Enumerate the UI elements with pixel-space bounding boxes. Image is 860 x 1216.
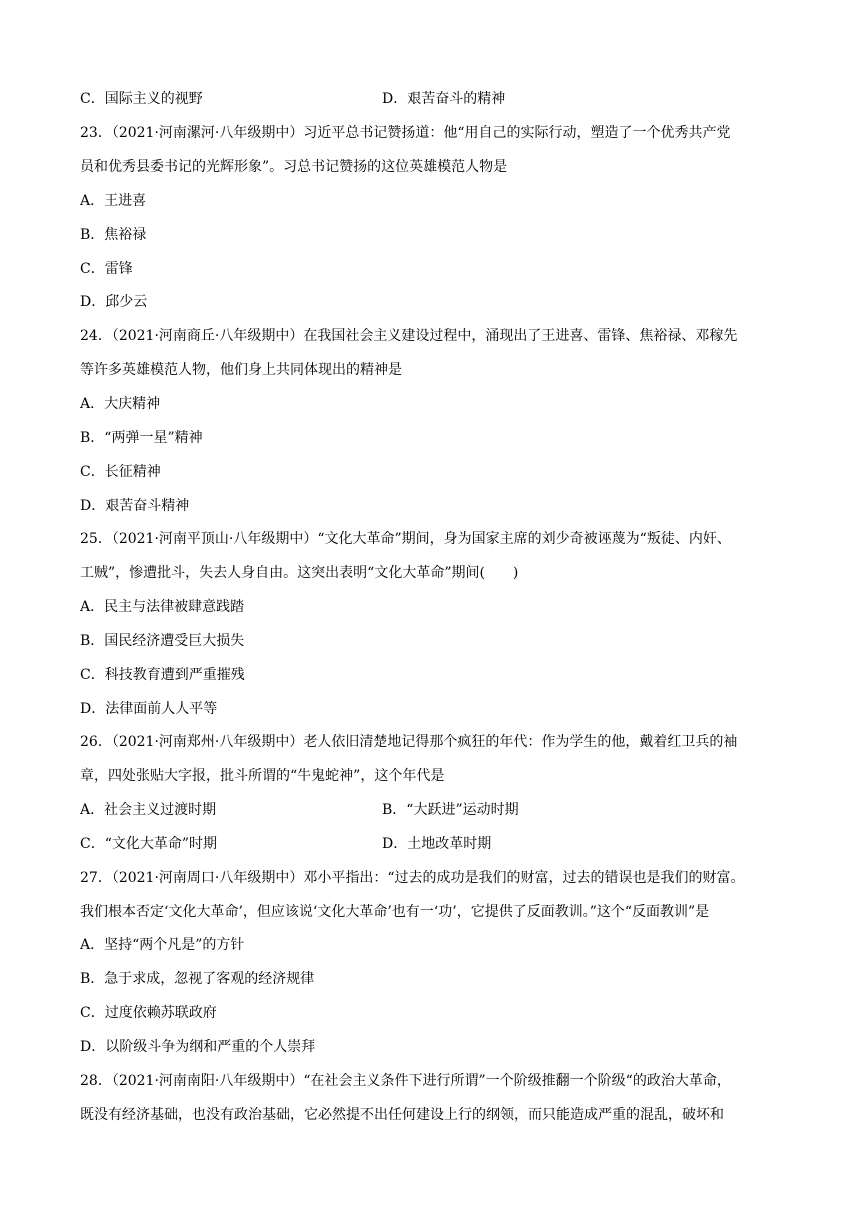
question-25-option-b: B．国民经济遭受巨大损失 [80,633,245,649]
question-27-option-a: A．坚持“两个凡是”的方针 [80,937,245,953]
question-26-stem-line-2: 章，四处张贴大字报，批斗所谓的“牛鬼蛇神”，这个年代是 [80,768,445,784]
question-24-option-a: A．大庆精神 [80,396,161,412]
question-24-stem-line-2: 等许多英雄模范人物，他们身上共同体现出的精神是 [80,362,402,378]
question-24-stem-line-1: 24．（2021·河南商丘·八年级期中）在我国社会主义建设过程中，涌现出了王进喜、雷锋、焦裕禄、邓稼先 [80,328,738,344]
option-row [80,834,492,854]
question-26-option-a: A．社会主义过渡时期 [80,802,217,818]
question-27-option-b: B．急于求成，忽视了客观的经济规律 [80,971,315,987]
question-27-stem-line-1: 27．（2021·河南周口·八年级期中）邓小平指出：“过去的成功是我们的财富，过去的错误也是我们的财富。 [80,870,745,886]
question-27-option-d: D．以阶级斗争为纲和严重的个人崇拜 [80,1039,316,1055]
question-25-option-c: C．科技教育遭到严重摧残 [80,667,245,683]
option-row [80,800,519,820]
question-27-option-c: C．过度依赖苏联政府 [80,1005,217,1021]
question-28-stem-line-1: 28．（2021·河南南阳·八年级期中）“在社会主义条件下进行所谓”一个阶级推翻一个阶级“的政治大革命， [80,1073,731,1089]
question-28-stem-line-2: 既没有经济基础，也没有政治基础，它必然提不出任何建设上行的纲领，而只能造成严重的混乱，破坏和 [80,1107,724,1123]
question-23-stem-line-1: 23．（2021·河南漯河·八年级期中）习近平总书记赞扬道：他“用自己的实际行动，塑造了一个优秀共产党 [80,125,731,141]
question-25-stem-line-1: 25．（2021·河南平顶山·八年级期中）“文化大革命”期间，身为国家主席的刘少奇被诬蔑为“叛徒、内奸、 [80,531,731,547]
question-23-option-b: B．焦裕禄 [80,227,147,243]
question-23-option-c: C．雷锋 [80,261,133,277]
question-26-stem-line-1: 26．（2021·河南郑州·八年级期中）老人依旧清楚地记得那个疯狂的年代：作为学生的他，戴着红卫兵的袖 [80,734,738,750]
question-27-stem-line-2: 我们根本否定‘文化大革命’，但应该说‘文化大革命’也有一‘功’，它提供了反面教训。”这个“反面教训”是 [80,904,710,920]
question-26-option-d: D．土地改革时期 [382,836,492,852]
option-row [80,89,506,109]
question-23-option-a: A．王进喜 [80,193,147,209]
option-d: D．艰苦奋斗的精神 [382,91,506,107]
question-24-option-d: D．艰苦奋斗精神 [80,498,190,514]
question-26-option-c: C．“文化大革命”时期 [80,836,218,852]
option-c: C．国际主义的视野 [80,91,203,107]
question-23-option-d: D．邱少云 [80,294,148,310]
question-26-option-b: B．“大跃进”运动时期 [382,802,519,818]
question-25-option-a: A．民主与法律被肆意践踏 [80,599,245,615]
question-23-stem-line-2: 员和优秀县委书记的光辉形象”。习总书记赞扬的这位英雄模范人物是 [80,159,508,175]
question-24-option-b: B．“两弹一星”精神 [80,430,203,446]
question-25-stem-line-2: 工贼”，惨遭批斗，失去人身自由。这突出表明“文化大革命”期间( ) [80,565,519,581]
question-24-option-c: C．长征精神 [80,464,161,480]
question-25-option-d: D．法律面前人人平等 [80,701,218,717]
